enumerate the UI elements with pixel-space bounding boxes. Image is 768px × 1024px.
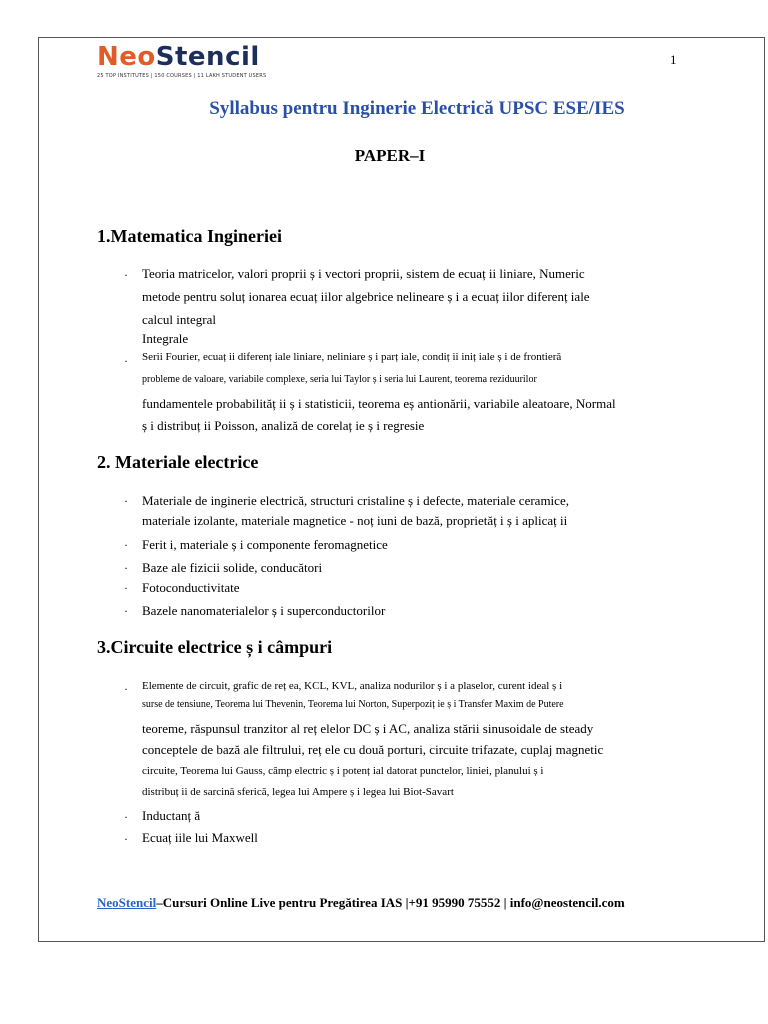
list-item-line: Fotoconductivitate [142,580,240,595]
footer-contact: –Cursuri Online Live pentru Pregătirea IAS |+91 95990 75552 | info@neostencil.com [156,895,625,910]
list-item-line: circuite, Teorema lui Gauss, câmp electric ș i potenț ial datorat punctelor, liniei, planului ș i [142,765,544,777]
list-item-line: Elemente de circuit, grafic de reț ea, KCL, KVL, analiza nodurilor ș i a plaselor, curent ideal ș i [142,680,563,692]
list-item-line: conceptele de bază ale filtrului, reț ele cu două porturi, circuite trifazate, cuplaj magnetic [142,742,604,757]
section-heading: 1.Matematica Ingineriei [97,226,282,246]
list-item-line: calcul integral [142,312,216,327]
list-item-line: fundamentele probabilităț ii ș i statisticii, teorema eș antionării, variabile aleatoare, Normal [142,396,616,411]
bullet-icon: · [124,494,128,508]
page-frame [38,37,765,942]
list-item-line: teoreme, răspunsul tranzitor al reț elelor DC ș i AC, analiza stării sinusoidale de steady [142,721,594,736]
section-heading: 2. Materiale electrice [97,452,259,472]
bullet-icon: · [124,604,128,618]
bullet-icon: · [124,581,128,595]
document-title: Syllabus pentru Inginerie Electrică UPSC ESE/IES [209,98,625,119]
list-item-line: metode pentru soluț ionarea ecuaț iilor algebrice nelineare ș i a ecuaț iilor diferenț iale [142,289,590,304]
neostencil-link[interactable]: NeoStencil [97,895,157,910]
page-number: 1 [670,52,677,67]
bullet-icon: · [124,832,128,846]
list-item-line: Baze ale fizicii solide, conducători [142,560,323,575]
neostencil-logo [97,42,266,79]
list-item-line: Teoria matricelor, valori proprii ș i vectori proprii, sistem de ecuaț ii liniare, Numeric [142,266,585,281]
bullet-icon: · [124,810,128,824]
list-item-line: Ferit i, materiale ș i componente feromagnetice [142,537,388,552]
list-item-line: distribuț ii de sarcină sferică, legea lui Ampere ș i legea lui Biot-Savart [142,786,454,798]
list-item-line: probleme de valoare, variabile complexe, seria lui Taylor ș i seria lui Laurent, teorema reziduurilor [142,374,537,385]
list-item-line: Serii Fourier, ecuaț ii diferenț iale liniare, neliniare ș i parț iale, condiț ii iniț iale ș i de frontieră [142,351,562,363]
list-item-line: Integrale [142,331,189,346]
bullet-icon: · [124,538,128,552]
bullet-icon: · [124,682,128,696]
section-heading: 3.Circuite electrice ș i câmpuri [97,637,333,657]
logo-tagline: 25 TOP INSTITUTES | 150 COURSES | 11 LAKH STUDENT USERS [97,73,267,79]
list-item-line: Inductanț ă [142,808,201,823]
list-item-line: surse de tensiune, Teorema lui Thevenin, Teorema lui Norton, Superpoziț ie ș i Transfer Maxim de Putere [142,699,564,710]
list-item-line: Ecuaț iile lui Maxwell [142,830,258,845]
footer [97,895,625,911]
logo-wordmark: NeoStencil [97,42,260,72]
list-item-line: materiale izolante, materiale magnetice - noț iuni de bază, proprietăț i ș i aplicaț ii [142,513,568,528]
bullet-icon: · [124,268,128,282]
bullet-icon: · [124,354,128,368]
list-item-line: ș i distribuț ii Poisson, analiză de corelaț ie ș i regresie [142,418,425,433]
bullet-icon: · [124,561,128,575]
paper-heading: PAPER–I [354,146,426,165]
list-item-line: Materiale de inginerie electrică, structuri cristaline ș i defecte, materiale ceramice, [142,493,569,508]
list-item-line: Bazele nanomaterialelor ș i superconductorilor [142,603,386,618]
